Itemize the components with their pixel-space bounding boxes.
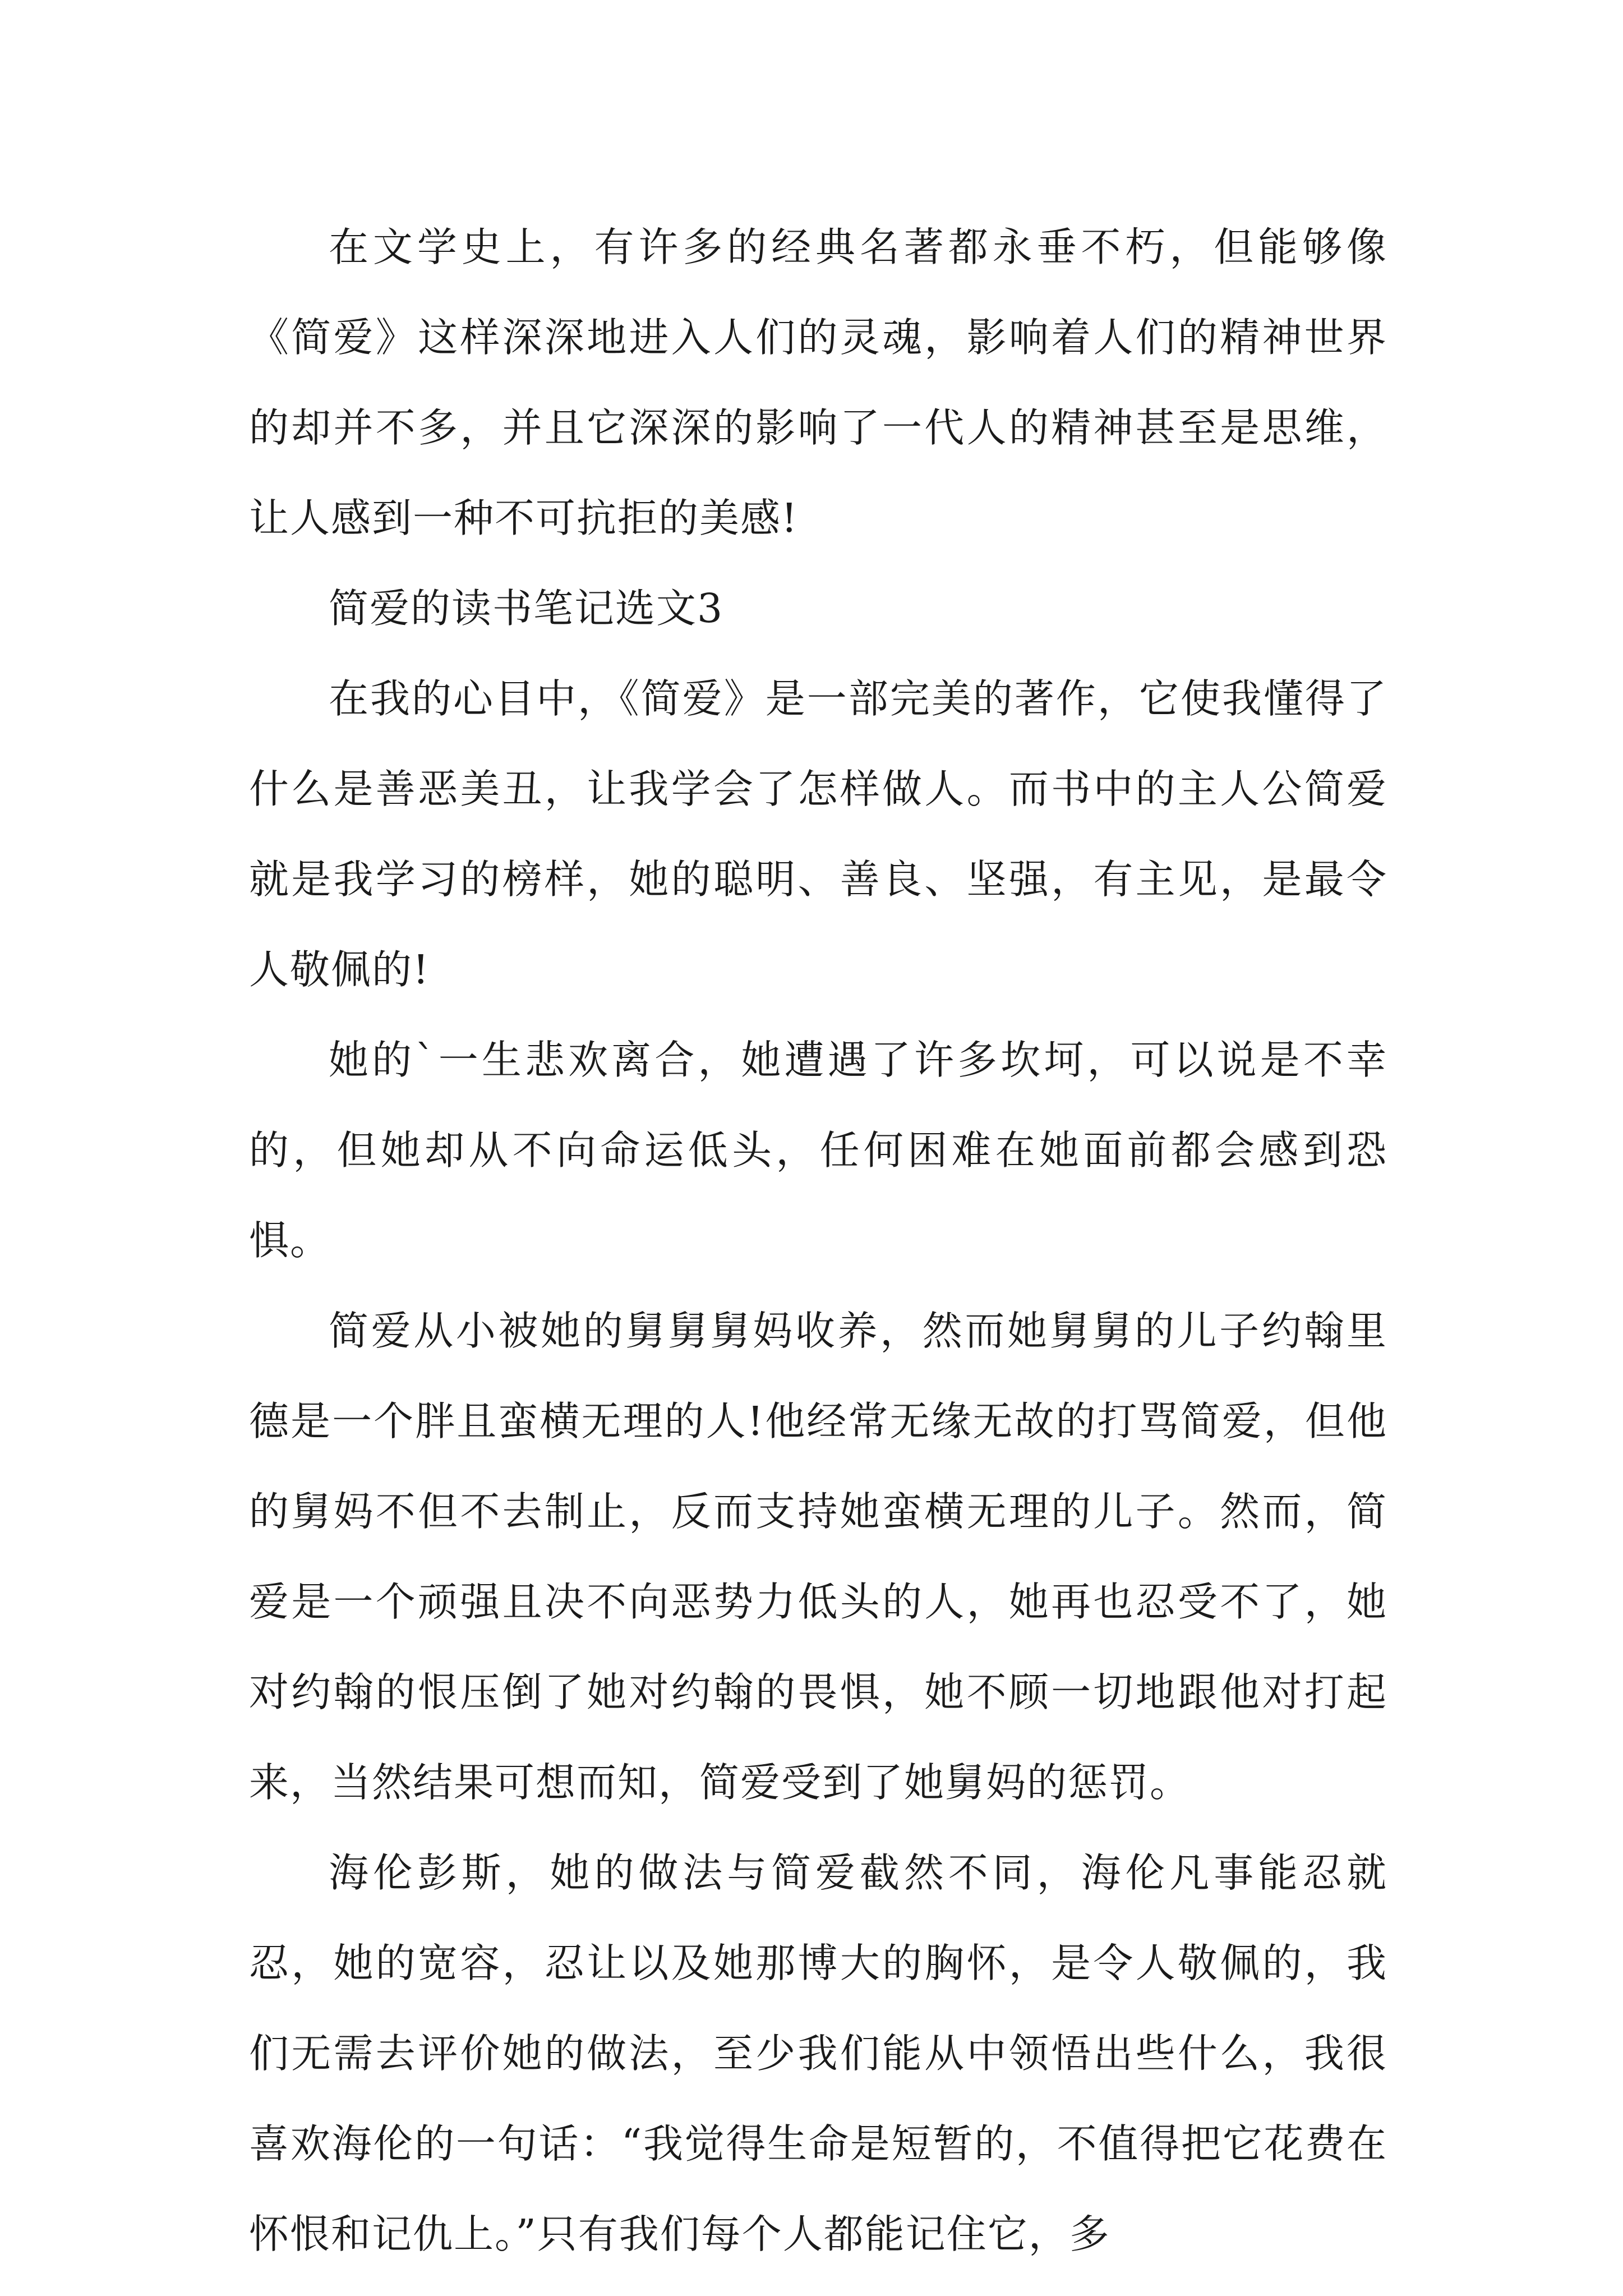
document-body	[249, 202, 1387, 2279]
section-heading: 简爱的读书笔记选文3	[329, 585, 724, 632]
paragraph-intro: 在文学史上，有许多的经典名著都永垂不朽，但能够像《简爱》这样深深地进入人们的灵魂，影响着人们的精神世界的却并不多，并且它深深的影响了一代人的精神甚至是思维，让人感到一种不可抗拒的美感!	[249, 224, 1387, 541]
paragraph-role-model: 在我的心目中，《简爱》是一部完美的著作，它使我懂得了什么是善恶美丑，让我学会了怎样做人。而书中的主人公简爱就是我学习的榜样，她的聪明、善良、坚强，有主见，是最令人敬佩的!	[249, 675, 1387, 993]
paragraph-childhood: 简爱从小被她的舅舅舅妈收养，然而她舅舅的儿子约翰里德是一个胖且蛮横无理的人!他经常无缘无故的打骂简爱，但他的舅妈不但不去制止，反而支持她蛮横无理的儿子。然而，简爱是一个顽强且决不向恶势力低头的人，她再也忍受不了，她对约翰的恨压倒了她对约翰的畏惧，她不顾一切地跟他对打起来，当然结果可想而知，简爱受到了她舅妈的惩罚。	[249, 1308, 1387, 1806]
paragraph-fate: 她的`一生悲欢离合，她遭遇了许多坎坷，可以说是不幸的，但她却从不向命运低头，任何困难在她面前都会感到恐惧。	[249, 1037, 1387, 1264]
paragraph-helen: 海伦彭斯，她的做法与简爱截然不同，海伦凡事能忍就忍，她的宽容，忍让以及她那博大的胸怀，是令人敬佩的，我们无需去评价她的做法，至少我们能从中领悟出些什么，我很喜欢海伦的一句话：“我觉得生命是短暂的，不值得把它花费在怀恨和记仇上。”只有我们每个人都能记住它，多	[249, 1849, 1387, 2257]
